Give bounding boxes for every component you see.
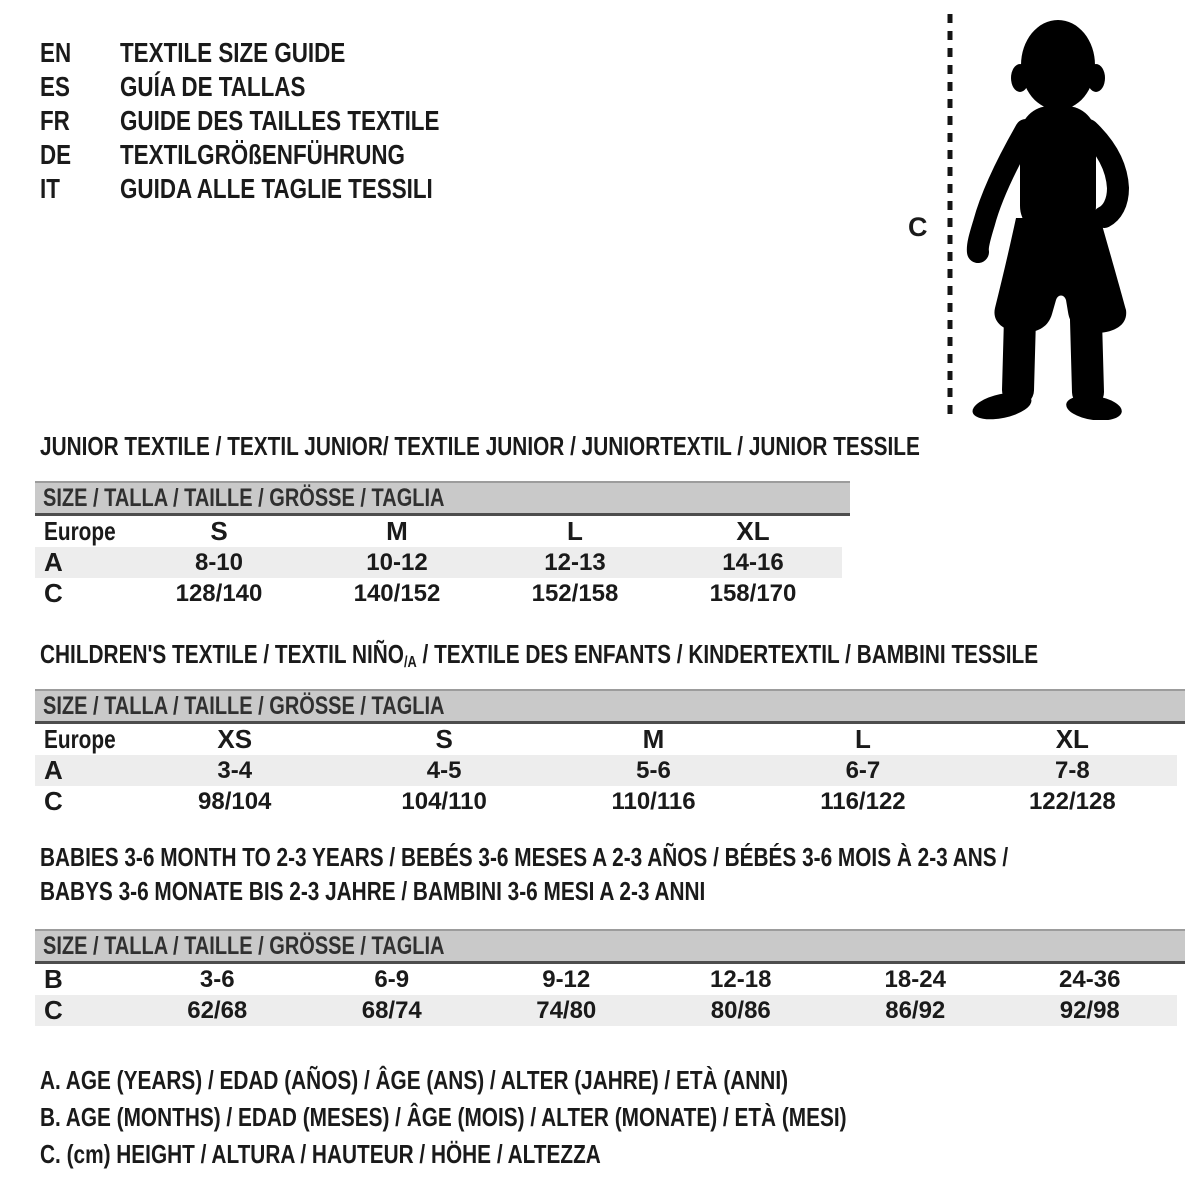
title-subscript: /A (403, 654, 417, 671)
table-cell: 104/110 (401, 787, 487, 815)
footnote-height: C. (cm) HEIGHT / ALTURA / HAUTEUR / HÖHE / ALTEZZA (40, 1139, 601, 1169)
lang-label: GUIDE DES TAILLES TEXTILE (120, 105, 440, 136)
row-label: C (44, 995, 63, 1025)
children-row-age (35, 755, 1177, 786)
size-col-header: M (386, 516, 408, 546)
table-cell: 158/170 (709, 579, 797, 607)
size-col-header: L (854, 724, 871, 754)
section-children (0, 641, 1200, 817)
table-cell: 24-36 (1059, 965, 1121, 993)
table-cell: 80/86 (710, 996, 771, 1024)
region-label: Europe (44, 516, 116, 546)
lang-code: IT (40, 173, 60, 204)
table-cell: 62/68 (187, 996, 248, 1024)
size-col-header: S (435, 724, 453, 754)
table-cell: 3-6 (199, 965, 235, 993)
junior-row-age (35, 547, 842, 578)
children-row-height (35, 786, 1177, 817)
table-cell: 128/140 (175, 579, 263, 607)
junior-row-height (35, 578, 842, 609)
babies-section-title: BABIES 3-6 MONTH TO 2-3 YEARS / BEBÉS 3-6 MESES A 2-3 AÑOS / BÉBÉS 3-6 MOIS À 2-3 ANS / BABYS 3-6 MONATE BIS 2-3 JAHRE / BAMBINI 3-6 MESI A 2-3 ANNI (40, 842, 1009, 906)
lang-code: ES (40, 71, 70, 102)
table-cell: 5-6 (636, 756, 671, 784)
lang-label: TEXTILE SIZE GUIDE (120, 37, 346, 68)
row-label: B (44, 964, 63, 994)
size-col-header: XL (736, 516, 770, 546)
table-cell: 3-4 (217, 756, 253, 784)
lang-code: DE (40, 139, 72, 170)
footnote-age-months: B. AGE (MONTHS) / EDAD (MESES) / ÂGE (MOIS) / ALTER (MONATE) / ETÀ (MESI) (40, 1102, 847, 1132)
row-label: C (44, 578, 63, 608)
table-cell: 152/158 (531, 579, 619, 607)
size-col-header: XL (1055, 724, 1089, 754)
junior-header-row (35, 516, 842, 547)
language-title-block (40, 36, 519, 206)
table-cell: 122/128 (1028, 787, 1116, 815)
lang-label: GUÍA DE TALLAS (120, 71, 306, 102)
region-label: Europe (44, 724, 116, 754)
row-label: C (44, 786, 63, 816)
row-label: A (44, 755, 63, 785)
table-cell: 116/122 (820, 787, 906, 815)
children-size-header-bar: SIZE / TALLA / TAILLE / GRÖSSE / TAGLIA (35, 689, 1185, 724)
size-col-header: M (642, 724, 665, 754)
children-section-title: CHILDREN'S TEXTILE / TEXTIL NIÑO/A / TEXTILE DES ENFANTS / KINDERTEXTIL / BAMBINI TESSILE (40, 639, 1039, 671)
table-cell: 10-12 (366, 548, 428, 576)
lang-label: TEXTILGRÖßENFÜHRUNG (120, 139, 405, 170)
table-cell: 6-9 (374, 965, 410, 993)
junior-section-title: JUNIOR TEXTILE / TEXTIL JUNIOR/ TEXTILE JUNIOR / JUNIORTEXTIL / JUNIOR TESSILE (40, 431, 920, 461)
babies-row-age-months (35, 964, 1177, 995)
junior-size-header-bar: SIZE / TALLA / TAILLE / GRÖSSE / TAGLIA (35, 481, 850, 516)
babies-size-header-bar: SIZE / TALLA / TAILLE / GRÖSSE / TAGLIA (35, 929, 1185, 964)
footnote-age-years: A. AGE (YEARS) / EDAD (AÑOS) / ÂGE (ANS) / ALTER (JAHRE) / ETÀ (ANNI) (40, 1065, 789, 1095)
lang-row-fr (40, 104, 519, 138)
table-cell: 92/98 (1059, 996, 1120, 1024)
toddler-silhouette (962, 18, 1146, 420)
size-col-header: L (567, 516, 583, 546)
lang-row-es (40, 70, 519, 104)
table-cell: 98/104 (198, 787, 272, 815)
lang-row-de (40, 138, 519, 172)
table-cell: 9-12 (542, 965, 591, 993)
height-measure-label: C (908, 212, 928, 242)
table-cell: 74/80 (536, 996, 597, 1024)
children-header-row (35, 724, 1177, 755)
babies-row-height (35, 995, 1177, 1026)
table-cell: 7-8 (1054, 756, 1090, 784)
table-cell: 14-16 (722, 548, 784, 576)
height-measure-line (946, 12, 954, 422)
row-label: A (44, 547, 63, 577)
table-cell: 12-13 (544, 548, 606, 576)
lang-label: GUIDA ALLE TAGLIE TESSILI (120, 173, 433, 204)
table-cell: 8-10 (194, 548, 244, 576)
section-babies (0, 840, 1200, 1026)
table-cell: 12-18 (710, 965, 772, 993)
table-cell: 110/116 (611, 787, 696, 815)
table-cell: 4-5 (426, 756, 462, 784)
table-cell: 18-24 (884, 965, 946, 993)
size-col-header: S (210, 516, 228, 546)
section-junior (0, 433, 1200, 609)
table-cell: 86/92 (885, 996, 946, 1024)
size-col-header: XS (217, 724, 253, 754)
table-cell: 68/74 (361, 996, 422, 1024)
lang-code: FR (40, 105, 70, 136)
lang-row-en (40, 36, 519, 70)
table-cell: 140/152 (353, 579, 441, 607)
lang-code: EN (40, 37, 72, 68)
table-cell: 6-7 (845, 756, 881, 784)
lang-row-it (40, 172, 519, 206)
